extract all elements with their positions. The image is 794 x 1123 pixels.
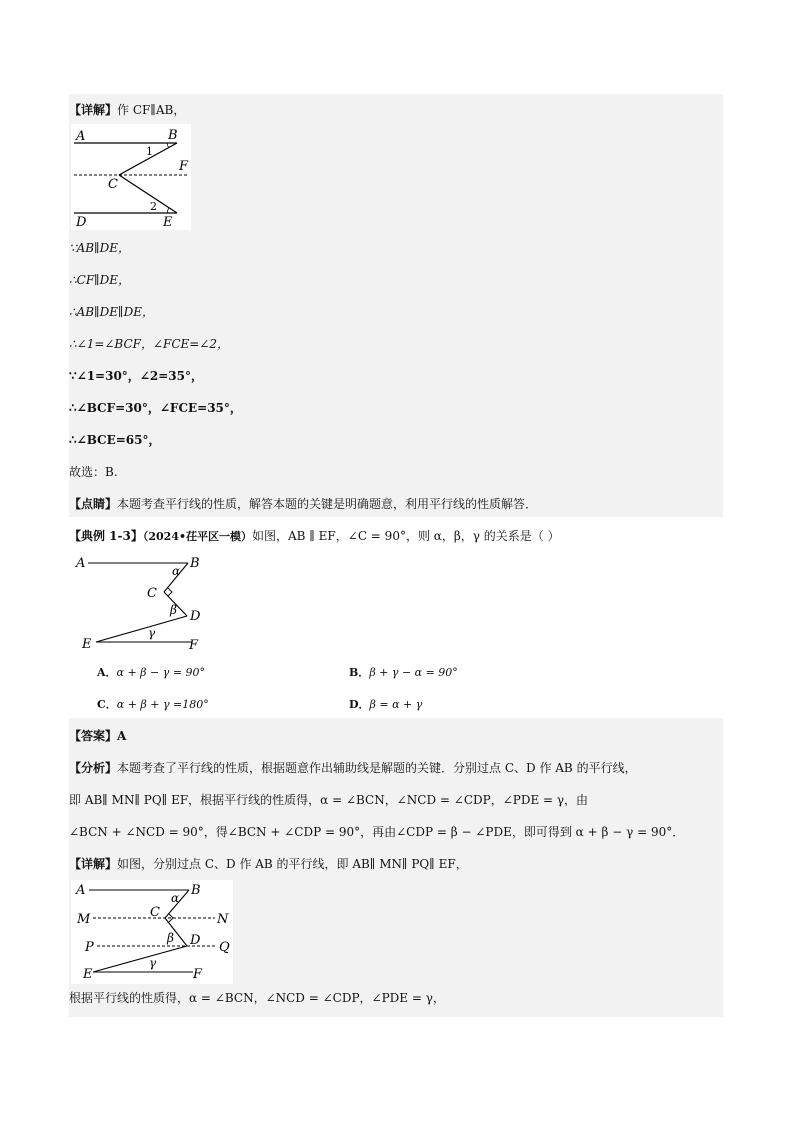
comment-heading: 【点睛】 (69, 497, 118, 511)
detail2-heading: 【详解】 (69, 857, 118, 871)
fig3-label-b: B (191, 883, 201, 898)
fig3-angle-gamma: γ (149, 956, 157, 970)
fig3-angle-alpha: α (171, 891, 180, 905)
option-a[interactable] (97, 664, 205, 680)
fig3-label-e: E (83, 967, 93, 982)
analysis-line-2: 即 AB∥ MN∥ PQ∥ EF，根据平行线的性质得，α = ∠BCN，∠NCD = ∠CDP，∠PDE = γ，由 (69, 793, 589, 807)
figure-1 (71, 124, 191, 230)
step-2: ∴CF∥DE， (69, 273, 131, 287)
fig3-label-f: F (193, 967, 203, 982)
fig1-label-d: D (76, 215, 87, 230)
step-7: ∴∠BCE=65°， (69, 433, 161, 447)
detail-intro: 作 CF∥AB， (117, 103, 186, 117)
option-b[interactable] (349, 664, 458, 680)
option-a-letter: A． (97, 666, 117, 679)
fig1-angle-1: 1 (146, 145, 153, 158)
analysis-heading: 【分析】 (69, 761, 118, 775)
example-source: （2024•茌平区一模） (142, 530, 253, 543)
fig2-angle-alpha: α (172, 564, 181, 578)
step-1: ∵AB∥DE， (69, 241, 131, 255)
analysis-text-1: 本题考查了平行线的性质，根据题意作出辅助线是解题的关键．分别过点 C、D 作 AB 的平行线， (117, 761, 637, 775)
option-a-text: α + β − γ = 90° (116, 666, 206, 679)
analysis-line-1 (69, 760, 637, 776)
answer-value: A (117, 729, 127, 743)
detail2-intro: 如图，分别过点 C、D 作 AB 的平行线，即 AB∥ MN∥ PQ∥ EF， (117, 857, 468, 871)
detail-heading-line (69, 102, 185, 118)
figure-3 (71, 880, 233, 984)
fig2-label-b: B (190, 556, 200, 571)
option-d[interactable] (349, 696, 422, 712)
example-tag: 【典例 1-3】 (69, 529, 143, 543)
detail-heading: 【详解】 (69, 103, 118, 117)
detail2-heading-line (69, 856, 468, 872)
fig2-label-f: F (189, 638, 199, 652)
option-d-letter: D． (349, 698, 370, 711)
option-c-text: α + β + γ =180° (116, 698, 209, 711)
fig3-label-d: D (190, 933, 201, 948)
analysis-line-3: ∠BCN + ∠NCD = 90°，得∠BCN + ∠CDP = 90°，再由∠CDP = β − ∠PDE，即可得到 α + β − γ = 90°． (69, 825, 685, 839)
fig3-label-p: P (85, 940, 94, 955)
detail2-conclusion: 根据平行线的性质得，α = ∠BCN，∠NCD = ∠CDP，∠PDE = γ， (69, 991, 445, 1005)
fig1-label-c: C (108, 177, 118, 192)
example-question: 如图，AB ∥ EF，∠C = 90°，则 α，β，γ 的关系是（ ） (252, 529, 560, 543)
fig3-label-q: Q (219, 940, 230, 955)
step-6: ∴∠BCF=30°，∠FCE=35°， (69, 401, 242, 415)
option-c[interactable] (97, 696, 209, 712)
fig3-angle-beta: β (167, 931, 174, 945)
option-b-text: β + γ − α = 90° (369, 666, 458, 679)
fig2-angle-gamma: γ (148, 626, 156, 640)
comment-text: 本题考查平行线的性质，解答本题的关键是明确题意，利用平行线的性质解答． (117, 497, 538, 511)
option-b-letter: B． (349, 666, 370, 679)
fig3-label-n: N (217, 912, 229, 927)
fig2-angle-beta: β (170, 603, 177, 617)
fig3-label-a: A (76, 883, 86, 898)
fig1-label-b: B (168, 128, 178, 143)
answer-heading: 【答案】 (69, 729, 118, 743)
step-5: ∵∠1=30°，∠2=35°， (69, 369, 203, 383)
option-c-letter: C． (97, 698, 117, 711)
fig3-label-m: M (77, 912, 91, 927)
comment-line (69, 496, 537, 512)
fig1-label-a: A (76, 129, 86, 144)
example-question-line (69, 528, 560, 545)
fig2-label-d: D (190, 609, 201, 624)
figure-2 (74, 552, 214, 652)
fig2-label-a: A (76, 556, 86, 571)
fig2-label-e: E (82, 637, 92, 652)
fig1-label-e: E (163, 215, 173, 230)
answer-line (69, 728, 126, 744)
fig2-label-c: C (147, 586, 157, 601)
step-8: 故选：B. (69, 465, 118, 479)
fig1-angle-2: 2 (150, 200, 157, 213)
fig3-label-c: C (150, 905, 160, 920)
option-d-text: β = α + γ (369, 698, 423, 711)
step-3: ∴AB∥DE∥DE， (69, 305, 154, 319)
fig1-label-f: F (179, 159, 189, 174)
step-4: ∴∠1=∠BCF，∠FCE=∠2， (69, 337, 230, 351)
